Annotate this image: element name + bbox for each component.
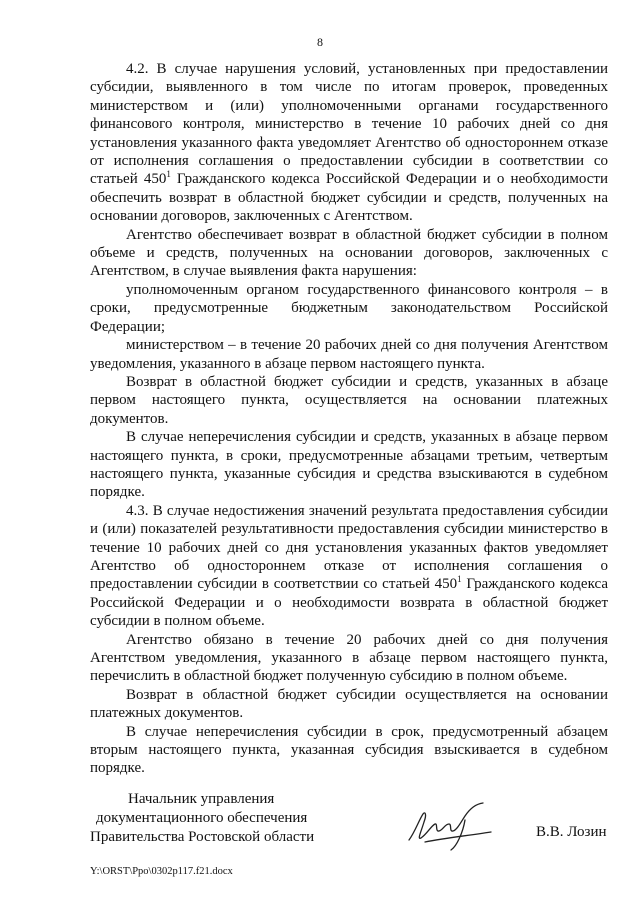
paragraph-agency-return: Агентство обеспечивает возврат в областной бюджет субсидии в полном объеме и средств, полученных на основании договоров, заключенных с Агентством, в случае выявления факта нарушения: <box>90 226 608 280</box>
signatory-title-line-1: Начальник управления <box>128 791 275 807</box>
paragraph-control-body: уполномоченным органом государственного финансового контроля – в сроки, предусмотренные бюджетным законодательством Российской Федерации; <box>90 281 608 335</box>
paragraph-agency-obliged: Агентство обязано в течение 20 рабочих дней со дня получения Агентством уведомления, указанного в абзаце первом настоящего пункта, перечислить в областной бюджет полученную субсидию в полном объеме. <box>90 631 608 685</box>
paragraph-non-transfer-2: В случае неперечисления субсидии в срок, предусмотренный абзацем вторым настоящего пункта, указанная субсидия взыскивается в судебном порядке. <box>90 723 608 777</box>
page-number: 8 <box>317 35 323 49</box>
paragraph-4-2: 4.2. В случае нарушения условий, установленных при предоставлении субсидии, выявленного в том числе по итогам проверок, проведенных министерством и (или) уполномоченными органами государственного финансового контроля, министерство в течение 10 рабочих дней со дня установления указанного факта уведомляет Агентство об одностороннем отказе от исполнения соглашения о предоставлении субсидии в соответствии со статьей $450^1$ Гражданского кодекса Российской Федерации и о необходимости обеспечить возврат в областной бюджет субсидии и средств, полученных на основании договоров, заключенных с Агентством. <box>90 61 608 225</box>
signatory-title-line-2: документационного обеспечения <box>96 810 308 826</box>
paragraph-return-basis-2: Возврат в областной бюджет субсидии осуществляется на основании платежных документов. <box>90 686 608 722</box>
handwritten-signature <box>405 802 495 857</box>
document-body <box>90 60 608 778</box>
paragraph-4-3: 4.3. В случае недостижения значений результата предоставления субсидии и (или) показателей результативности предоставления субсидии министерство в течение 10 рабочих дней со дня установления указанных фактов уведомляет Агентство об одностороннем отказе от исполнения соглашения о предоставлении субсидии в соответствии со статьей $450^1$ Гражданского кодекса Российской Федерации и о необходимости возврата в областной бюджет субсидии в полном объеме. <box>90 502 608 630</box>
signatory-title <box>90 790 350 847</box>
paragraph-ministry: министерством – в течение 20 рабочих дней со дня получения Агентством уведомления, указанного в абзаце первом настоящего пункта. <box>90 337 608 372</box>
paragraph-return-basis: Возврат в областной бюджет субсидии и средств, указанных в абзаце первом настоящего пункта, осуществляется на основании платежных документов. <box>90 373 608 427</box>
signatory-title-line-3: Правительства Ростовской области <box>90 829 315 845</box>
signatory-name: В.В. Лозин <box>536 824 607 840</box>
paragraph-non-transfer: В случае неперечисления субсидии и средств, указанных в абзаце первом настоящего пункта, в сроки, предусмотренные абзацами третьим, четвертым настоящего пункта, указанные субсидия и средства взыскиваются в судебном порядке. <box>90 429 608 501</box>
file-path-footer: Y:\ORST\Ppo\0302p117.f21.docx <box>90 866 233 877</box>
